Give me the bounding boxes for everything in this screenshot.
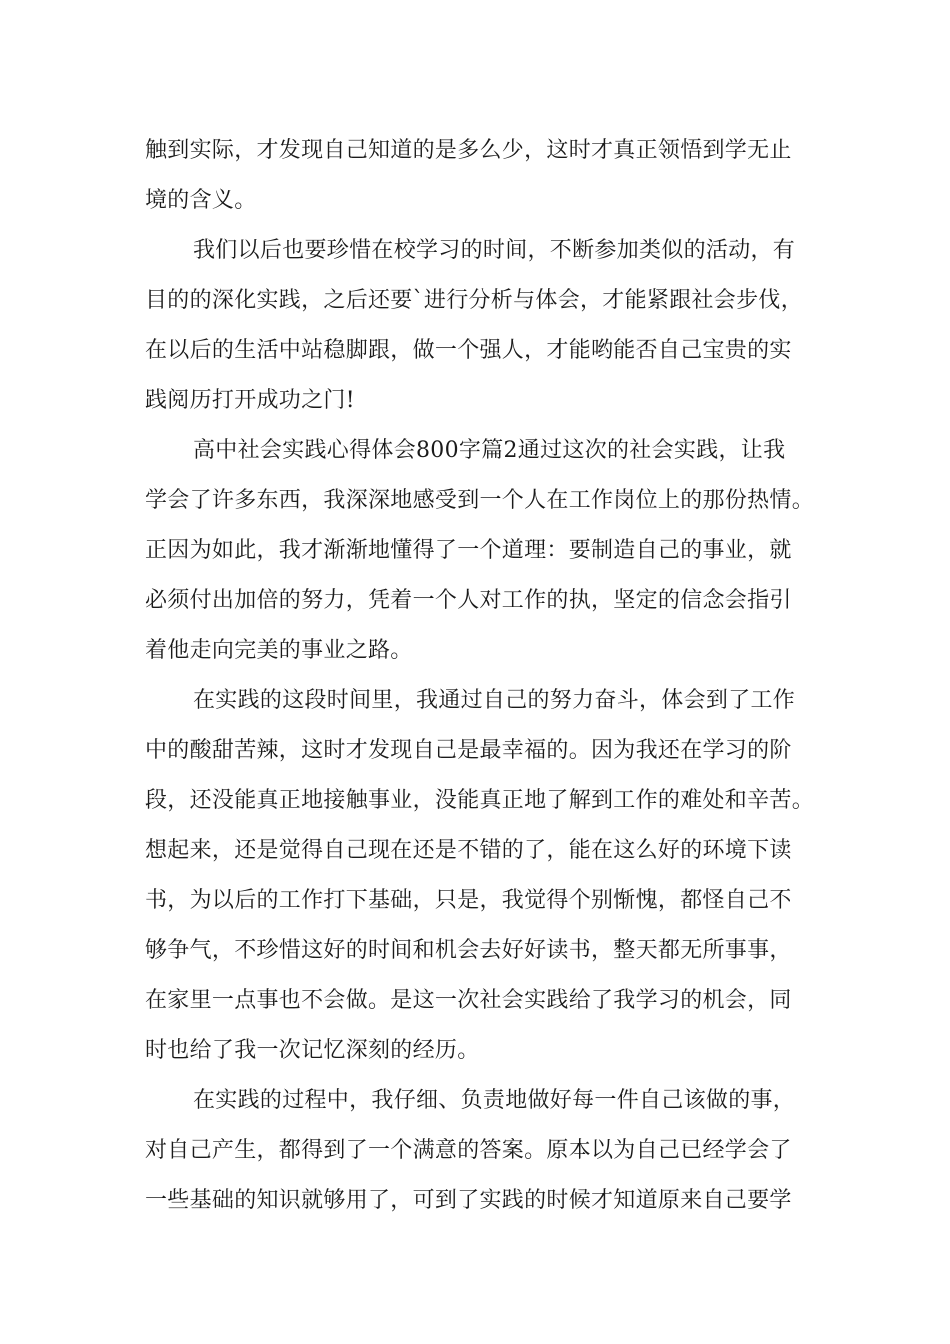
- paragraph-first-line: 我们以后也要珍惜在校学习的时间，不断参加类似的活动，有: [193, 238, 796, 263]
- text-line: 学会了许多东西，我深深地感受到一个人在工作岗位上的那份热情。: [145, 488, 815, 513]
- text-line: 书，为以后的工作打下基础，只是，我觉得个别惭愧，都怪自己不: [145, 888, 792, 913]
- text-line: 一些基础的知识就够用了，可到了实践的时候才知道原来自己要学: [145, 1188, 792, 1213]
- text-line: 必须付出加倍的努力，凭着一个人对工作的执，坚定的信念会指引: [145, 588, 792, 613]
- text-line: 践阅历打开成功之门!: [145, 388, 355, 413]
- text-line: 正因为如此，我才渐渐地懂得了一个道理：要制造自己的事业，就: [145, 538, 792, 563]
- text-line: 在家里一点事也不会做。是这一次社会实践给了我学习的机会，同: [145, 988, 792, 1013]
- text-line: 触到实际，才发现自己知道的是多么少，这时才真正领悟到学无止: [145, 138, 792, 163]
- text-line: 时也给了我一次记忆深刻的经历。: [145, 1038, 480, 1063]
- paragraph-first-line: 在实践的这段时间里，我通过自己的努力奋斗，体会到了工作: [193, 688, 796, 713]
- text-line: 着他走向完美的事业之路。: [145, 638, 413, 663]
- text-line: 想起来，还是觉得自己现在还是不错的了，能在这么好的环境下读: [145, 838, 792, 863]
- text-line: 中的酸甜苦辣，这时才发现自己是最幸福的。因为我还在学习的阶: [145, 738, 792, 763]
- text-line: 够争气，不珍惜这好的时间和机会去好好读书，整天都无所事事，: [145, 938, 792, 963]
- text-line: 对自己产生，都得到了一个满意的答案。原本以为自己已经学会了: [145, 1138, 792, 1163]
- text-line: 目的的深化实践，之后还要`进行分析与体会，才能紧跟社会步伐，: [145, 288, 804, 313]
- text-line: 在以后的生活中站稳脚跟，做一个强人，才能哟能否自己宝贵的实: [145, 338, 792, 363]
- paragraph-first-line: 高中社会实践心得体会800字篇2通过这次的社会实践，让我: [193, 438, 786, 463]
- text-line: 段，还没能真正地接触事业，没能真正地了解到工作的难处和辛苦。: [145, 788, 815, 813]
- text-line: 境的含义。: [145, 188, 257, 213]
- paragraph-first-line: 在实践的过程中，我仔细、负责地做好每一件自己该做的事，: [193, 1088, 796, 1113]
